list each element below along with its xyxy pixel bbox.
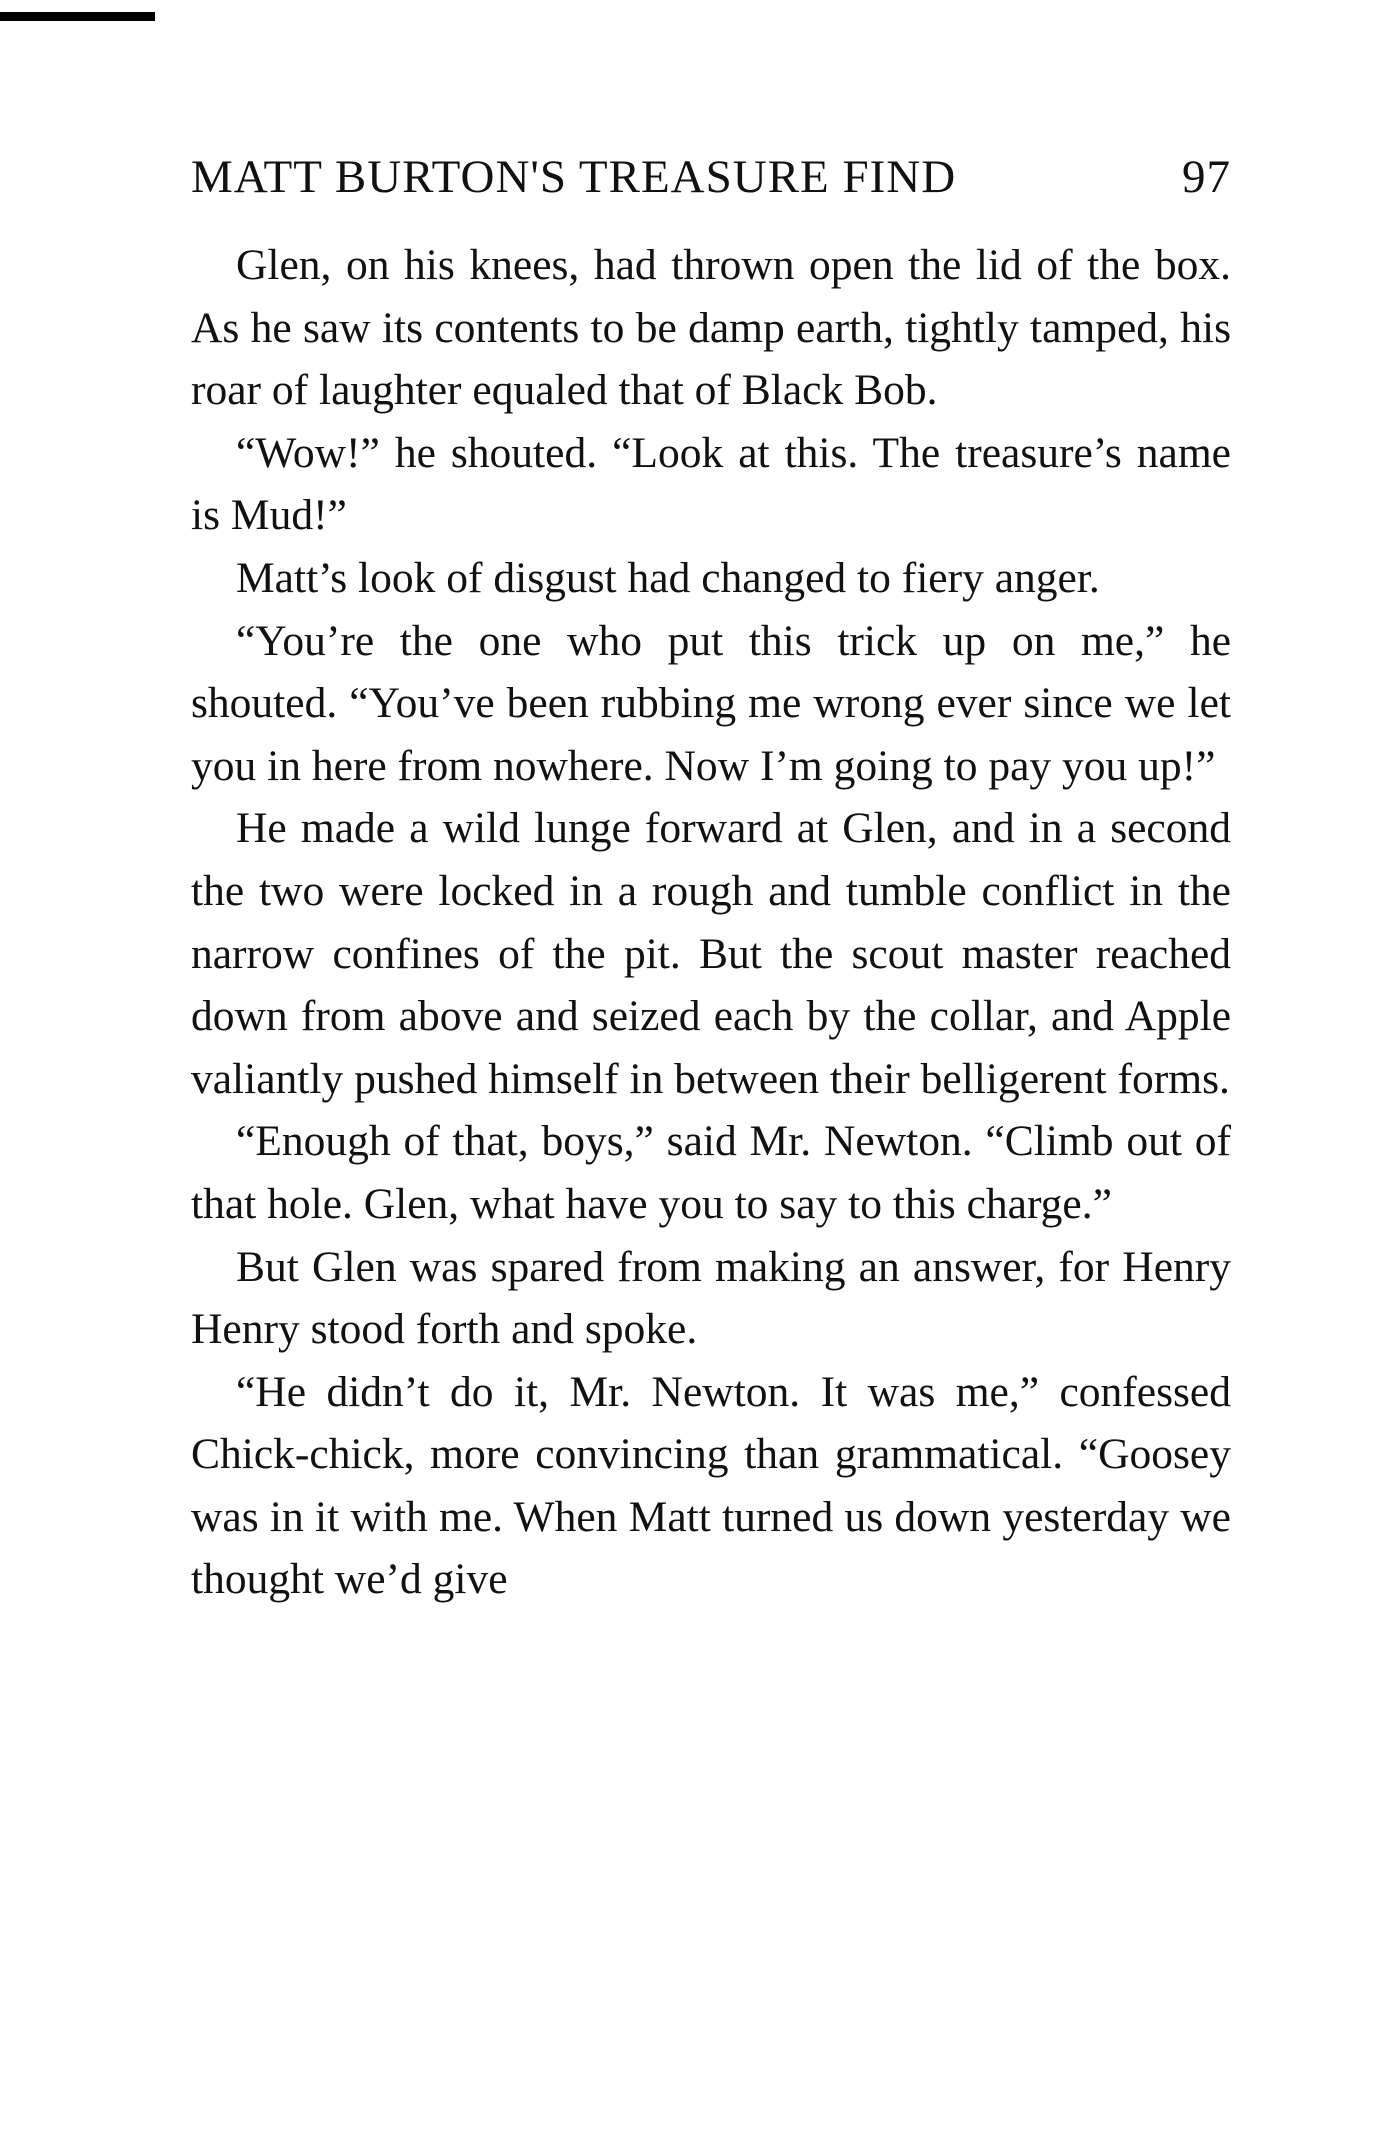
paragraph: “Enough of that, boys,” said Mr. Newton. “Climb out of that hole. Glen, what have you to say to this charge.” [191, 1117, 1231, 1228]
running-head-title: MATT BURTON'S TREASURE FIND [191, 151, 957, 203]
paragraph: “He didn’t do it, Mr. Newton. It was me,” confessed Chick-chick, more convincing than grammatical. “Goosey was in it with me. When Matt turned us down yesterday we thought we’d give [191, 1367, 1231, 1604]
paragraph: “Wow!” he shouted. “Look at this. The treasure’s name is Mud!” [191, 428, 1231, 540]
paragraph: Glen, on his knees, had thrown open the lid of the box. As he saw its contents to be damp earth, tightly tamped, his roar of laughter equaled that of Black Bob. [191, 241, 1231, 415]
paragraph: But Glen was spared from making an answer, for Henry Henry stood forth and spoke. [191, 1242, 1231, 1354]
body-text [191, 234, 1231, 1611]
running-head [191, 150, 1231, 216]
paragraph: Matt’s look of disgust had changed to fiery anger. [236, 553, 1100, 602]
paragraph: “You’re the one who put this trick up on me,” he shouted. “You’ve been rubbing me wrong ever since we let you in here from nowhere. Now I’m going to pay you up!” [191, 616, 1231, 790]
paragraph: He made a wild lunge forward at Glen, and in a second the two were locked in a rough and tumble conflict in the narrow confines of the pit. But the scout master reached down from above and seized each by the collar, and Apple valiantly pushed himself in between their belligerent forms. [191, 804, 1231, 1103]
book-page [191, 150, 1231, 1611]
page-number: 97 [1182, 151, 1231, 203]
top-rule [0, 12, 155, 21]
